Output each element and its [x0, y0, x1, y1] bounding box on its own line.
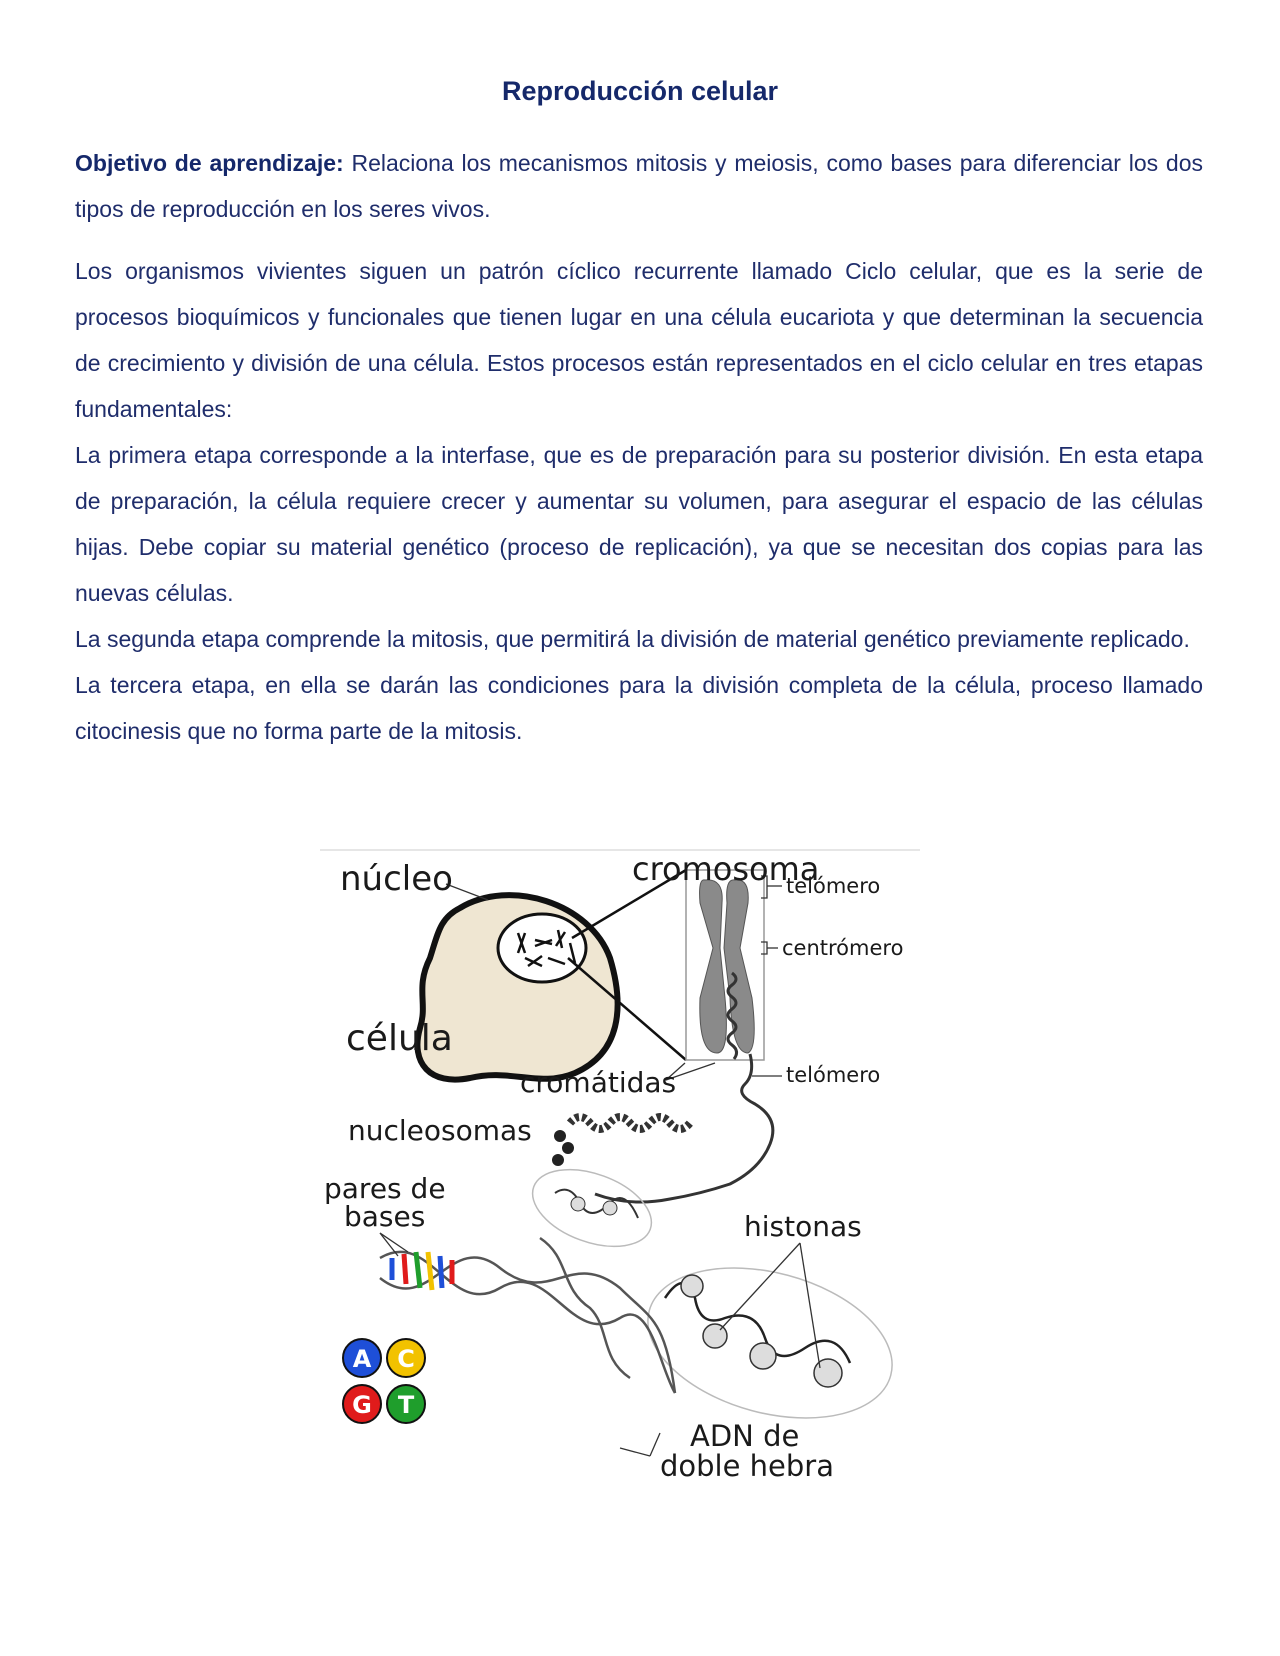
nucleosome-bead [554, 1130, 566, 1142]
learning-objective [75, 140, 1203, 232]
label-telomero-top: telómero [786, 874, 881, 898]
histone [681, 1275, 703, 1297]
label-adn-line1: ADN de [690, 1419, 800, 1453]
nucleosome-bead [562, 1142, 574, 1154]
nucleus-shape [498, 914, 586, 982]
histone-zoom-ellipse [631, 1243, 909, 1443]
base-c-letter: C [397, 1345, 415, 1373]
label-pares-de-bases-line1: pares de [324, 1172, 446, 1205]
base-t-letter: T [397, 1391, 415, 1419]
histone [814, 1359, 842, 1387]
nucleosome-zoom-ellipse [522, 1155, 662, 1261]
label-cromosoma: cromosoma [632, 850, 820, 888]
label-nucleo: núcleo [340, 859, 453, 899]
label-adn-line2: doble hebra [660, 1449, 834, 1483]
label-nucleosomas: nucleosomas [348, 1114, 532, 1147]
label-centromero: centrómero [782, 936, 904, 960]
base-legend [343, 1339, 425, 1423]
paragraph-citocinesis: La tercera etapa, en ella se darán las condiciones para la división completa de la célula, proceso llamado citocinesis que no forma parte de la mitosis. [75, 672, 1203, 744]
adn-pointers [620, 1433, 660, 1456]
label-pares-de-bases-line2: bases [344, 1200, 426, 1233]
label-telomero-bottom: telómero [786, 1063, 881, 1087]
label-histonas: histonas [744, 1210, 862, 1243]
histone [750, 1343, 776, 1369]
base-a-letter: A [352, 1345, 372, 1373]
dna-helix [380, 1238, 675, 1393]
objective-text: Relaciona los mecanismos mitosis y meiosis, como bases para diferenciar los dos tipos de reproducción en los seres vivos. [75, 150, 1203, 222]
label-cromatidas: cromátidas [520, 1066, 677, 1099]
paragraph-intro: Los organismos vivientes siguen un patrón cíclico recurrente llamado Ciclo celular, que es la serie de procesos bioquímicos y funcionales que tienen lugar en una célula eucariota y que determinan la secuencia de crecimiento y división de una célula. Estos procesos están representados en el ciclo celular en tres etapas fundamentales: [75, 258, 1203, 422]
paragraph-mitosis: La segunda etapa comprende la mitosis, que permitirá la división de material genético previamente replicado. [75, 626, 1190, 652]
page-title: Reproducción celular [501, 76, 779, 106]
chromosome-diagram [320, 848, 960, 1568]
histone-small [571, 1197, 585, 1211]
base-g-letter: G [352, 1391, 372, 1419]
nucleosome-coil [570, 1117, 690, 1129]
label-celula: célula [346, 1018, 453, 1059]
objective-label: Objetivo de aprendizaje: [75, 150, 344, 176]
body-text [75, 248, 1203, 754]
histone [703, 1324, 727, 1348]
nucleosome-bead [552, 1154, 564, 1166]
histone-small [603, 1201, 617, 1215]
paragraph-interfase: La primera etapa corresponde a la interfase, que es de preparación para su posterior división. En esta etapa de preparación, la célula requiere crecer y aumentar su volumen, para asegurar el espacio de las células hijas. Debe copiar su material genético (proceso de replicación), ya que se necesitan dos copias para las nuevas células. [75, 442, 1203, 606]
